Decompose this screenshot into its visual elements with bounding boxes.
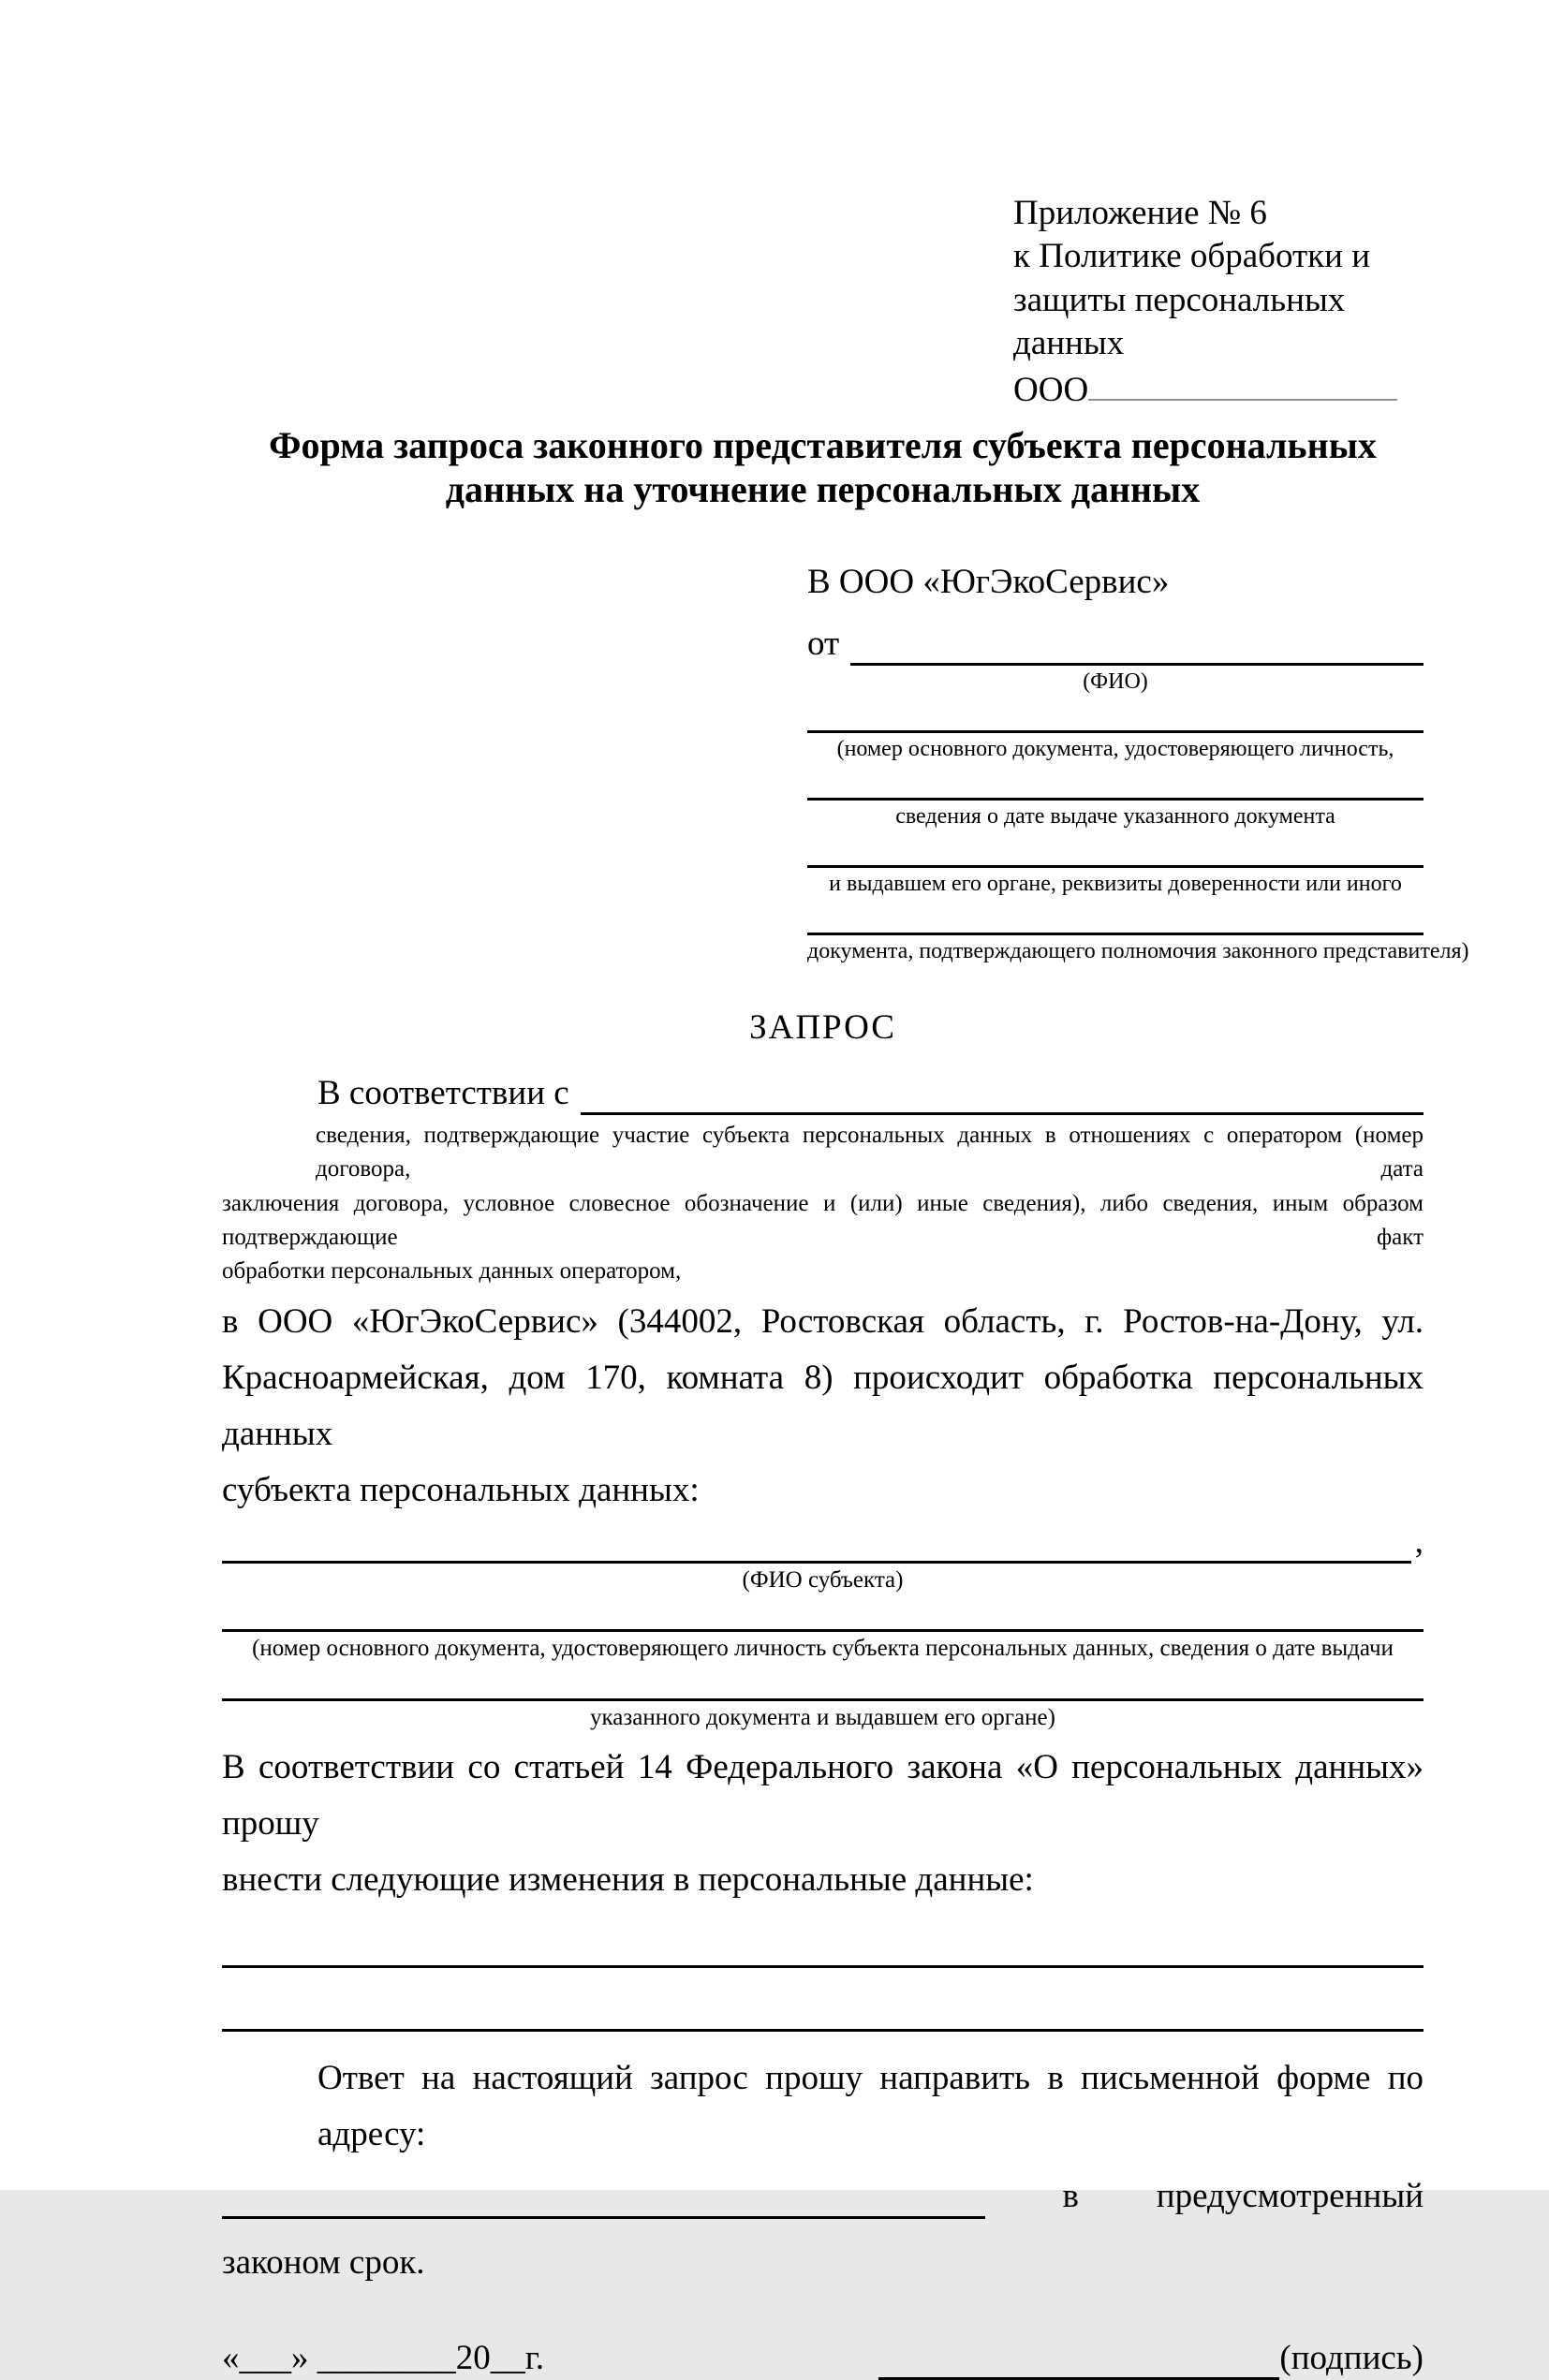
article14-line-2: внести следующие изменения в персональные данные: [222,1859,1034,1899]
changes-blank-line-1 [222,1908,1424,1968]
subject-fio-caption: (ФИО субъекта) [742,1567,904,1594]
from-name-blank [850,663,1424,666]
doc-caption-4: документа, подтверждающего полномочия законного представителя) [807,938,1469,963]
answer-word-predusmotrenny: предусмотренный [1156,2177,1424,2216]
answer-address-row [222,2163,1424,2219]
address-blank-line [222,2216,985,2219]
fine-print-line-1: сведения, подтверждающие участие субъекта персональных данных в отношениях с оператором (номер договора, дата [316,1123,1424,1183]
doc-caption-3: и выдавшем его органе, реквизиты доверенности или иного [829,871,1402,896]
fine-print-line-2: заключения договора, условное словесное обозначение и (или) иные сведения), либо сведения, иным образом подтверждающие факт [222,1190,1424,1250]
doc-blank-line-2 [807,763,1424,801]
subject-doc-caption-1: (номер основного документа, удостоверяющего личность субъекта персональных данных, сведения о дате выдачи [252,1636,1394,1662]
operator-line-3: субъекта персональных данных: [222,1471,700,1510]
from-label: от [807,624,840,663]
operator-line-2: Красноармейская, дом 170, комната 8) происходит обработка персональных данных [222,1359,1424,1454]
answer-line-1: Ответ на настоящий запрос прошу направить в письменной форме по адресу: [317,2058,1424,2153]
operator-line-1: в ООО «ЮгЭкоСервис» (344002, Ростовская область, г. Ростов-на-Дону, ул. [222,1302,1424,1342]
appendix-line-3: защиты персональных данных [1013,280,1346,362]
form-title-line-1: Форма запроса законного представителя субъекта персональных [269,424,1377,467]
article14-line-1: В соответствии со статьей 14 Федерального закона «О персональных данных» прошу [222,1747,1424,1843]
from-row [807,623,1424,666]
fine-print-line-3: обработки персональных данных оператором, [222,1258,682,1285]
changes-blank-line-2 [222,1968,1424,2032]
addressee-block [807,561,1469,965]
request-intro-row [222,1070,1424,1115]
appendix-line-1: Приложение № 6 [1013,194,1267,232]
basis-blank-line [581,1112,1424,1115]
appendix-line-2: к Политике обработки и [1013,237,1371,276]
appendix-org-row [1013,365,1424,412]
date-blank: «___» ________20__г. [222,2338,545,2377]
form-title-line-2: данных на уточнение персональных данных [445,468,1201,511]
signature-blank-line [878,2343,1279,2380]
request-intro-label: В соответствии с [317,1073,569,1112]
doc-blank-line-4 [807,898,1424,935]
request-heading: ЗАПРОС [749,1007,896,1047]
subject-doc-blank-1 [222,1594,1424,1632]
fine-print [222,1119,1424,1288]
addressee-org: В ООО «ЮгЭкоСервис» [807,562,1170,601]
doc-blank-line-3 [807,830,1424,868]
operator-paragraph [222,1294,1424,1519]
signature-block [878,2337,1424,2380]
subject-doc-blank-2 [222,1664,1424,1701]
fio-caption: (ФИО) [1083,668,1148,694]
org-name-blank [1088,365,1397,401]
subject-fio-blank [222,1561,1411,1564]
appendix-note [1013,192,1424,412]
subject-doc-caption-2: указанного документа и выдавшем его органе) [590,1704,1055,1730]
subject-fio-comma: , [1414,1521,1424,1561]
answer-word-v: в [1062,2177,1079,2216]
doc-blank-line-1 [807,696,1424,733]
doc-caption-1: (номер основного документа, удостоверяющего личность, [836,736,1394,761]
org-prefix: ООО [1013,371,1089,409]
signature-caption: (подпись) [1279,2338,1424,2377]
subject-fio-row [222,1521,1424,1564]
form-title [222,423,1424,511]
footer-row [222,2337,1424,2380]
article14-paragraph [222,1740,1424,1908]
answer-line-3: законом срок. [222,2242,425,2282]
doc-caption-2: сведения о дате выдаче указанного документа [895,803,1335,829]
